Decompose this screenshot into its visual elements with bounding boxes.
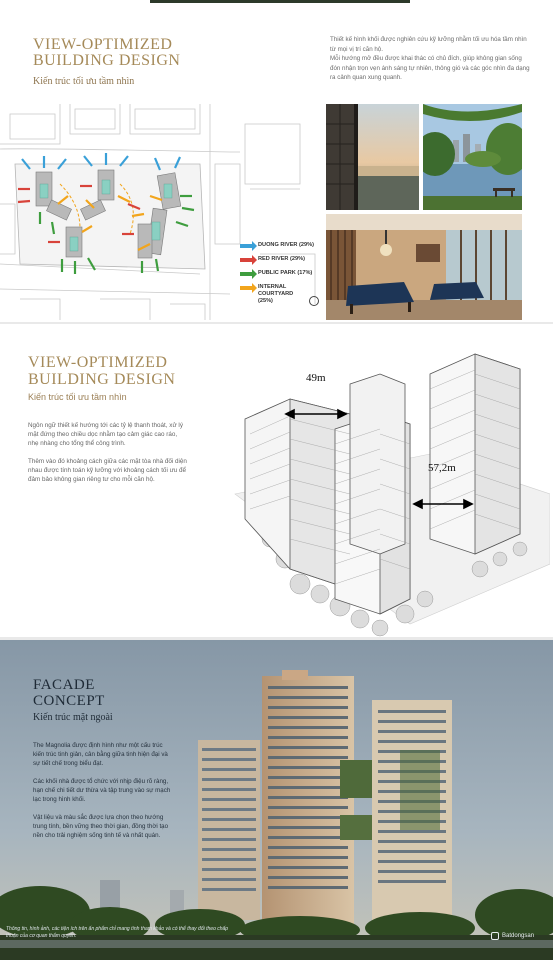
building-sketch-illustration	[230, 344, 550, 637]
clubhouse-billiard-photo	[326, 214, 522, 320]
section-title	[28, 354, 175, 388]
section-description	[28, 421, 188, 493]
balcony-river-view-photo	[326, 104, 419, 210]
title-line-1: VIEW-OPTIMIZED	[33, 36, 173, 53]
title-line-2: BUILDING DESIGN	[28, 371, 176, 388]
description-paragraph: Mỗi hướng mở đều được khai thác có chủ đích, giúp không gian sống đón nhận trọn vẹn ánh sáng tự nhiên, thông gió và các góc nhìn đa dạng ra cảnh quan xung quanh.	[330, 55, 530, 81]
title-line-1: VIEW-OPTIMIZED	[28, 354, 168, 371]
title-line-1: FACADE	[33, 677, 95, 693]
compass-icon	[309, 296, 319, 306]
section-title	[33, 677, 105, 709]
description-paragraph: Vật liệu và màu sắc được lựa chọn theo hướng trung tính, bền vững theo thời gian, đồng thời tạo nền cho trải nghiệm sống tinh tế và nhất quán.	[33, 814, 169, 839]
dimension-label-57m: 57,2m	[428, 462, 456, 474]
legend-item-public-park	[240, 270, 314, 282]
description-paragraph: The Magnolia được định hình như một cấu trúc kiến trúc tinh giản, cân bằng giữa tinh hiện đại và sự tiết chế trong biểu đạt.	[33, 742, 168, 767]
description-paragraph: Thiết kế hình khối được nghiên cứu kỹ lưỡng nhằm tối ưu hóa tầm nhìn từ mọi vị trí căn hộ.	[330, 36, 527, 53]
section-facade-concept	[0, 640, 553, 960]
section-view-optimized-plan	[0, 0, 553, 322]
legend-label: INTERNAL COURTYARD (25%)	[258, 284, 294, 304]
park-lake-photo	[423, 104, 522, 210]
section-subtitle: Kiến trúc mặt ngoài	[33, 712, 113, 723]
description-paragraph: Ngôn ngữ thiết kế hướng tới các tỷ lệ thanh thoát, xử lý mặt đứng theo chiều dọc nhằm tạo cảm giác cao ráo, nhẹ nhàng cho tổng thể công trình.	[28, 422, 183, 447]
dimension-label-49m: 49m	[306, 372, 326, 384]
legend-label: PUBLIC PARK (17%)	[258, 270, 313, 276]
logo-icon	[491, 932, 499, 940]
arrow-right-icon	[240, 243, 254, 249]
section-subtitle: Kiến trúc tối ưu tầm nhìn	[28, 392, 127, 402]
legend-label: DUONG RIVER (29%)	[258, 242, 314, 248]
description-paragraph: Các khối nhà được tổ chức với nhịp điệu rõ ràng, hạn chế chi tiết dư thừa và tập trung vào sự mạch lạc trong hình khối.	[33, 778, 171, 803]
legend-label: RED RIVER (29%)	[258, 256, 305, 262]
arrow-right-icon	[240, 271, 254, 277]
legend-item-red-river	[240, 256, 314, 268]
section-view-optimized-sketch	[0, 324, 553, 637]
view-legend	[240, 242, 314, 302]
logo-text: Batdongsan	[502, 933, 535, 939]
arrow-right-icon	[240, 285, 254, 291]
section-description	[33, 741, 173, 849]
legend-item-duong-river	[240, 242, 314, 254]
title-line-2: CONCEPT	[33, 693, 105, 709]
description-paragraph: Thêm vào đó khoảng cách giữa các mặt tòa nhà đối diện nhau được tính toán kỹ lưỡng với khoảng cách tối ưu để đảm bảo không gian riêng tư cho mỗi căn hộ.	[28, 458, 187, 483]
arrow-right-icon	[240, 257, 254, 263]
section-title	[33, 37, 180, 69]
legend-item-internal-courtyard	[240, 284, 314, 304]
section-subtitle: Kiến trúc tối ưu tầm nhìn	[33, 76, 135, 87]
disclaimer-footnote: Thông tin, hình ảnh, các tiện ích trên ấn phẩm chỉ mang tính tham khảo và có thể thay đổi theo chấp thuận của cơ quan thẩm quyền.	[6, 926, 229, 939]
top-photo-strip	[150, 0, 410, 3]
watermark-logo	[491, 932, 534, 940]
section-description	[330, 35, 530, 83]
title-line-2: BUILDING DESIGN	[33, 52, 181, 69]
